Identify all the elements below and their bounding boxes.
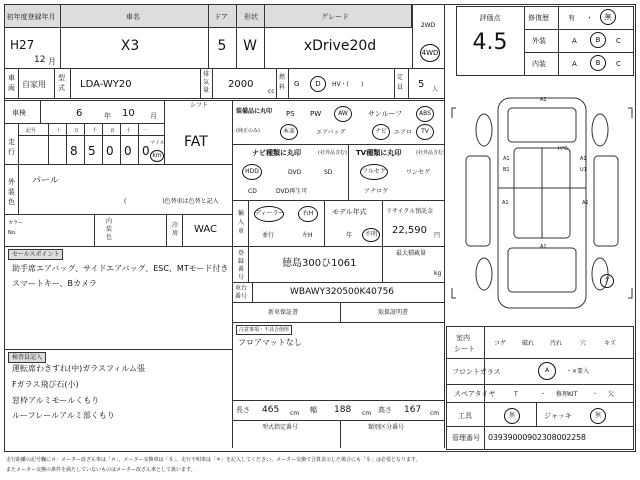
ext-color-value: パール — [32, 176, 59, 186]
equip-ps: PS — [286, 110, 295, 118]
ext-b-circle: B — [590, 32, 606, 48]
mileage-label-1: 走 — [8, 138, 15, 146]
jack-none-circle: 無 — [590, 408, 606, 424]
tv-sub: (社外品含む) — [416, 150, 445, 156]
equip-tv-circle: TV — [416, 124, 434, 140]
parallel-label: 並行 — [262, 232, 275, 239]
front-glass-label: フロントガラス — [452, 368, 501, 376]
reg-month-unit: 月 — [48, 57, 56, 66]
interior-seat-label-1: 室内 — [456, 334, 470, 342]
diag-u1-right: U1 — [580, 167, 587, 173]
left-side — [466, 156, 490, 246]
glass-x: ・×要入 — [566, 368, 590, 375]
inspector-note-2: Fガラス飛び石(小) — [12, 380, 79, 389]
import-label-2: 入 — [238, 219, 245, 226]
digit-head-5: 十 — [126, 128, 132, 134]
bracket-bl — [452, 288, 456, 298]
mileage-digit-3: 0 — [106, 144, 114, 158]
diag-a1-left: A1 — [503, 156, 510, 162]
int-color-label-1: 内 — [106, 218, 113, 225]
cc-label: cc — [268, 88, 275, 95]
type-label: 型 — [58, 74, 65, 82]
mgmt-no-label: 管理番号 — [452, 434, 480, 442]
digit-head-3: 千 — [92, 128, 98, 134]
chassis-value: WBAWY320500K40756 — [290, 287, 395, 297]
int-color-label-3: 色 — [106, 234, 113, 241]
length-value: 465 — [262, 405, 280, 415]
model-year-unit: 年 — [346, 232, 353, 239]
mgmt-number-value: 03939000902308002258 — [488, 433, 586, 442]
capacity-value: 5 — [418, 79, 425, 90]
max-load-label: 最大積載量 — [396, 250, 427, 257]
equip-sub: (純正のみ) — [236, 128, 260, 134]
cap-unit: 人 — [432, 86, 439, 93]
sales-point-2: スマートキー、Bカメラ — [12, 279, 98, 288]
fuel-g: G — [294, 80, 300, 88]
new-car-reg-label: 新車保証書 — [268, 309, 299, 316]
recycle-yen: 円 — [434, 232, 441, 239]
digit-head-6: 一 — [142, 128, 148, 134]
height-value: 167 — [404, 405, 422, 415]
shape-value: W — [243, 38, 257, 54]
car-name-value: X3 — [120, 38, 140, 54]
plate-label-1: 登 — [238, 250, 245, 257]
ext-color-label-1: 外 — [8, 178, 15, 186]
height-cm: cm — [430, 410, 440, 417]
nav-cd: CD — [248, 188, 257, 195]
tools-label: 工具 — [458, 412, 472, 420]
doors-label: ドア — [214, 13, 228, 21]
bracket-tl — [452, 108, 456, 118]
tv-title: TV種類に丸印 — [356, 149, 402, 157]
chassis-label-2: 番号 — [235, 293, 248, 300]
shape-label: 形状 — [244, 13, 258, 21]
ac-label-1: 冷 — [172, 222, 179, 229]
notes-label: 注意事項・不具合箇所 — [236, 325, 292, 335]
digit-head-2: 万 — [74, 128, 80, 134]
inspection-year: 6 — [76, 108, 83, 119]
tv-analog: アナログ — [364, 188, 389, 195]
tv-fullseg-circle: フルセグ — [360, 164, 388, 180]
plate-label-2: 録 — [238, 258, 245, 265]
displacement-value: 2000 — [228, 79, 254, 90]
type-designation-label: 型式指定番号 — [262, 424, 299, 431]
diag-hg: H°G — [558, 146, 569, 152]
wheel-fl — [476, 114, 492, 146]
int-a: A — [572, 60, 577, 68]
fuel-hv: HV・( ) — [332, 81, 364, 88]
unknown-circle: 不明 — [362, 228, 380, 242]
equip-sunroof: サンルーフ — [368, 110, 403, 118]
nav-dvd: DVD — [288, 169, 302, 176]
inspector-note-3: 窓枠アルミモールくもり — [12, 396, 100, 405]
spare-label: スペアタイヤ — [454, 390, 496, 398]
nav-sub: (社外品含む) — [318, 150, 347, 156]
glass-a-circle: A — [538, 362, 556, 380]
eval-score-label: 評価点 — [479, 14, 501, 22]
wheel-fr — [592, 114, 608, 146]
km-circle: km — [150, 150, 164, 162]
type-label-2: 式 — [58, 84, 65, 92]
digit-head-4: 百 — [110, 128, 116, 134]
right-side — [594, 156, 618, 246]
ext-a: A — [572, 37, 577, 45]
fuel-label-2: 料 — [279, 84, 286, 91]
equip-airbag: エアバッグ — [316, 129, 346, 136]
equip-title: 装備品に丸印 — [236, 108, 273, 115]
plate-label-3: 番 — [238, 266, 245, 273]
bracket-tr — [628, 108, 632, 118]
shift-value: FAT — [184, 134, 208, 150]
inspector-note-4: ルーフレールアルミ部くもり — [12, 411, 115, 420]
nav-hdd-circle: HDD — [242, 164, 262, 180]
mileage-label-2: 行 — [8, 148, 15, 156]
int-b-circle: B — [590, 55, 606, 71]
2wd-label: 2WD — [420, 22, 436, 29]
inspection-month: 10 — [122, 108, 135, 119]
width-label: 幅 — [310, 406, 317, 414]
chassis-label-1: 車台 — [235, 285, 248, 292]
cap-label-2: 員 — [397, 84, 404, 91]
inspection-year-unit: 年 — [104, 112, 111, 120]
cap-label-1: 定 — [397, 74, 404, 81]
bracket-br — [628, 288, 632, 298]
equip-pw: PW — [310, 110, 322, 118]
model-value: LDA-WY20 — [80, 79, 132, 90]
equip-aero: エアロ — [394, 129, 413, 136]
spare-dot-1: ・ — [540, 391, 547, 398]
seat-opt-3: 汚れ — [550, 340, 563, 347]
car-hood — [508, 108, 576, 142]
inspector-notes-label: 検査員記入 — [8, 352, 46, 363]
repair-have: 有 — [568, 14, 575, 22]
ext-color-label-3: 色 — [8, 198, 15, 206]
equip-leather-circle: 本革 — [280, 124, 298, 140]
spare-kit: 修理KIT — [556, 391, 578, 398]
mileage-digit-5: 0 — [142, 144, 150, 158]
diag-a1-bl: A1 — [502, 200, 509, 206]
ext-color-note: ( )色替車は色替と記入 — [124, 198, 219, 205]
seat-opt-2: 破れ — [522, 340, 535, 347]
recycle-label: リサイクル預託金 — [386, 208, 434, 215]
spare-dot-2: ・ — [592, 391, 599, 398]
nav-dvd-play: DVD再生可 — [276, 188, 308, 195]
recycle-amount: 22,590 — [392, 225, 427, 236]
ext-color-label-2: 装 — [8, 188, 15, 196]
height-label: 高さ — [378, 406, 392, 414]
doors-value: 5 — [217, 38, 227, 54]
equip-abs-circle: ABS — [416, 106, 434, 122]
repair-label: 修復歴 — [528, 14, 549, 22]
car-trunk — [508, 248, 576, 292]
fuel-label-1: 燃 — [279, 74, 286, 81]
mileage-digit-1: 8 — [70, 144, 78, 158]
inspection-month-unit: 月 — [150, 112, 157, 120]
sales-points-label: セールスポイント — [8, 249, 63, 260]
notes-1: フロアマットなし — [238, 338, 302, 347]
mile-label: マイル — [150, 140, 165, 146]
width-cm: cm — [362, 410, 372, 417]
shift-label: シフト — [190, 102, 209, 109]
plate-label-4: 号 — [238, 274, 245, 281]
diag-a1-br: A1 — [582, 200, 589, 206]
max-load-kg: kg — [434, 270, 442, 277]
inspector-note-1: 運転席わきすれ(中)ガラスフィルム張 — [12, 364, 146, 373]
width-value: 188 — [334, 405, 352, 415]
tv-oneseg: ワンセグ — [406, 169, 431, 176]
length-cm: cm — [290, 410, 300, 417]
model-year-label: モデル年式 — [332, 208, 367, 216]
reg-month: 12 — [34, 55, 46, 65]
import-label-1: 輸 — [238, 210, 245, 217]
use-value: 自家用 — [22, 80, 46, 89]
jack-label: ジャッキ — [544, 412, 572, 420]
spare-t: T — [514, 391, 518, 398]
interior-seat-label-2: シート — [454, 345, 475, 353]
inspection-label: 車検 — [12, 109, 26, 117]
diag-a1-top: A1 — [540, 97, 547, 103]
footer-line-1: 走行距離の記号欄に＃：メーター改ざん車は「＃」、メーター交換車は「＄」、走行不明車は「＊」を記入してください。メーター交換で合算表示した場合にも「＄」は必要となります。 — [6, 457, 421, 463]
manual-label: 取扱説明書 — [378, 309, 409, 316]
repair-dot: ・ — [586, 14, 593, 22]
eval-score-value: 4.5 — [472, 30, 508, 55]
import-label-3: 車 — [238, 228, 245, 235]
tools-none-circle: 無 — [504, 408, 520, 424]
first-reg-label: 初年度登録年月 — [6, 13, 56, 21]
spare-missing: 欠 — [608, 391, 615, 398]
nav-title: ナビ種類に丸印 — [252, 149, 301, 157]
repair-none-circle: 無 — [600, 9, 616, 25]
diag-a1-right: A1 — [580, 156, 587, 162]
wheel-rl — [476, 258, 492, 290]
seat-opt-1: コゲ — [494, 340, 507, 347]
footer-line-2: またメーター交換の条件を満たしていないものはメーター改ざん車として扱います。 — [6, 467, 196, 473]
plate-value: 徳島300ひ1061 — [282, 258, 357, 269]
color-no-label: カラー — [8, 220, 24, 226]
fuel-diesel-circle: D — [310, 76, 326, 92]
ku-label: 車 — [8, 74, 15, 82]
length-label: 長さ — [236, 406, 250, 414]
car-name-label: 車名 — [126, 13, 140, 21]
category-number-label: 類別区分番号 — [368, 424, 405, 431]
right-hand-circle: 右H — [298, 206, 318, 222]
grade-value: xDrive20d — [303, 38, 377, 54]
4wd-badge: 4WD — [420, 44, 440, 62]
disp-label-2: 気 — [203, 79, 210, 86]
sales-point-1: 助手席エアバッグ、サイドエアバッグ、ESC、MTモード付き — [12, 264, 229, 273]
equip-aw-circle: AW — [334, 106, 352, 122]
disp-label-3: 量 — [203, 87, 210, 94]
left-hand-label: 左H — [302, 232, 313, 239]
nav-sd: SD — [324, 169, 333, 176]
mileage-digit-4: 0 — [124, 144, 132, 158]
diag-b1-left: B1 — [503, 167, 510, 173]
int-c: C — [616, 60, 621, 68]
color-no-label-2: No. — [8, 230, 17, 236]
ac-label-2: 房 — [172, 230, 179, 237]
diag-a1-rear: A1 — [540, 244, 547, 250]
ryo-label: 両 — [8, 84, 15, 92]
grade-label: グレード — [321, 13, 349, 21]
reg-era: H27 — [10, 38, 35, 52]
digit-head-0: 記号 — [26, 128, 37, 134]
seat-opt-4: 穴 — [580, 340, 587, 347]
mileage-digit-2: 5 — [88, 144, 96, 158]
int-color-label-2: 装 — [106, 226, 113, 233]
ac-value: WAC — [194, 224, 217, 235]
interior-label: 内装 — [532, 60, 546, 68]
dealer-circle: ディーラー — [254, 206, 284, 222]
exterior-label: 外装 — [532, 37, 546, 45]
ext-c: C — [616, 37, 621, 45]
seat-opt-5: キズ — [604, 340, 616, 347]
diag-ku-circle: ク — [600, 274, 614, 288]
equip-navi-circle: ナビ — [372, 124, 390, 140]
digit-head-1: 十 — [56, 128, 62, 134]
disp-label-1: 排 — [203, 71, 210, 78]
